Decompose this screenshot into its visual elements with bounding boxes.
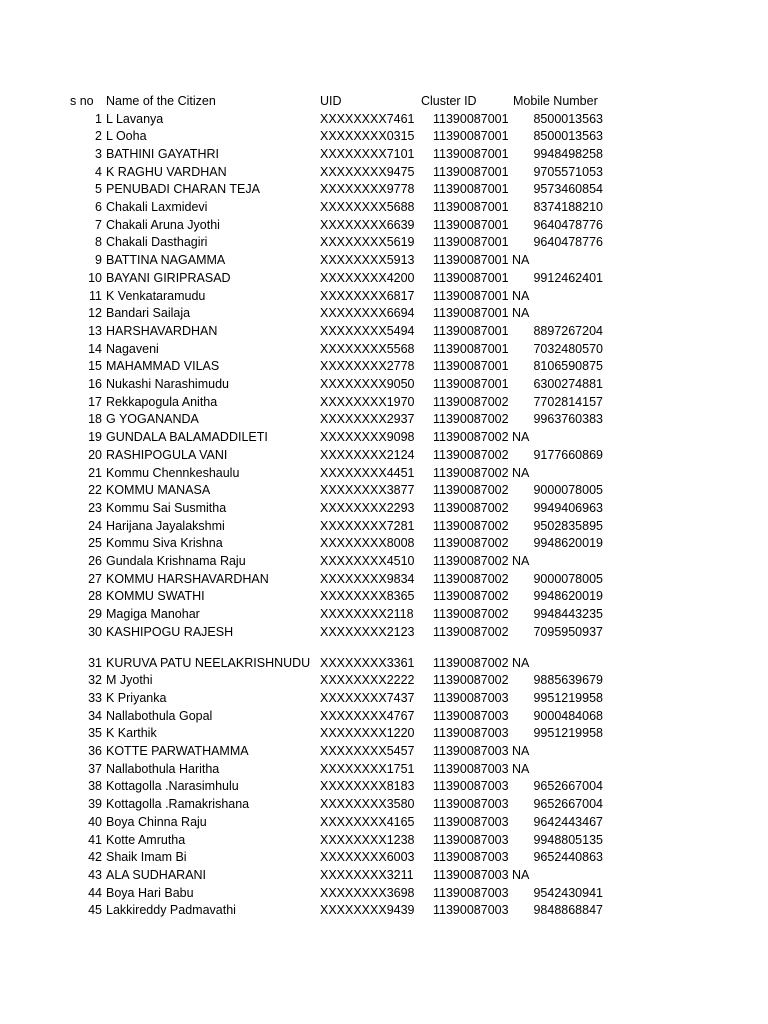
row-cluster-id: 11390087003 [433, 744, 509, 758]
row-mobile: 9885639679 [533, 673, 603, 688]
row-uid: XXXXXXXX3361 [320, 655, 415, 670]
row-name: RASHIPOGULA VANI [106, 447, 228, 462]
row-mobile: 9951219958 [533, 690, 603, 705]
row-uid: XXXXXXXX7461 [320, 111, 415, 126]
row-mobile: 9951219958 [533, 726, 603, 741]
row-cluster-id: 11390087001 [433, 341, 509, 356]
row-cluster-id: 11390087003 [433, 832, 509, 847]
row-cluster-id: 11390087001 [433, 235, 509, 250]
row-mobile: 9000078005 [533, 571, 603, 586]
row-sno: 6 [95, 200, 102, 214]
row-cluster-id: 11390087003 [433, 797, 509, 812]
table-row [0, 164, 768, 182]
table-row [0, 376, 768, 394]
row-sno: 13 [88, 323, 102, 338]
row-uid: XXXXXXXX7101 [320, 146, 415, 161]
row-mobile: 9177660869 [533, 447, 603, 462]
row-mobile: 9573460854 [533, 182, 603, 197]
row-sno: 1 [95, 111, 102, 126]
row-name: M Jyothi [106, 673, 153, 688]
row-uid: XXXXXXXX8183 [320, 779, 415, 794]
table-row [0, 535, 768, 553]
row-cluster-id: 11390087002 [433, 624, 509, 639]
table-row [0, 902, 768, 920]
row-mobile: 9963760383 [533, 412, 603, 427]
row-mobile: 9652667004 [533, 797, 603, 812]
row-uid: XXXXXXXX4451 [320, 465, 415, 480]
row-uid: XXXXXXXX9439 [320, 903, 415, 918]
row-cluster-id: 11390087003 [433, 761, 509, 776]
row-mobile: NA [512, 761, 530, 776]
row-mobile: 8374188210 [533, 200, 603, 214]
row-cluster-id: 11390087002 [433, 500, 509, 515]
row-uid: XXXXXXXX2118 [320, 607, 414, 622]
row-sno: 28 [88, 589, 102, 604]
row-uid: XXXXXXXX8008 [320, 536, 415, 551]
table-row [0, 725, 768, 743]
row-uid: XXXXXXXX8365 [320, 589, 415, 604]
row-name: Gundala Krishnama Raju [106, 554, 246, 568]
header-uid: UID [320, 94, 342, 108]
row-mobile: NA [512, 554, 530, 568]
row-uid: XXXXXXXX4165 [320, 814, 415, 829]
row-uid: XXXXXXXX9834 [320, 571, 415, 586]
row-mobile: NA [512, 867, 530, 882]
row-sno: 29 [88, 607, 102, 622]
row-name: HARSHAVARDHAN [106, 323, 218, 338]
table-row [0, 447, 768, 465]
row-cluster-id: 11390087002 [433, 447, 509, 462]
row-sno: 12 [88, 306, 102, 321]
row-name: Lakkireddy Padmavathi [106, 903, 236, 918]
row-cluster-id: 11390087002 [433, 518, 509, 533]
row-cluster-id: 11390087001 [433, 111, 509, 126]
row-name: Kottagolla .Ramakrishana [106, 797, 250, 812]
table-row [0, 778, 768, 796]
row-mobile: 6300274881 [533, 377, 603, 391]
row-cluster-id: 11390087001 [433, 129, 509, 144]
row-cluster-id: 11390087001 [433, 359, 509, 374]
row-cluster-id: 11390087001 [433, 377, 509, 391]
row-mobile: 9705571053 [533, 164, 603, 179]
table-row [0, 199, 768, 217]
row-cluster-id: 11390087002 [433, 554, 509, 568]
row-mobile: 9000484068 [533, 708, 603, 723]
row-sno: 30 [88, 624, 102, 639]
row-name: Nukashi Narashimudu [106, 377, 229, 391]
table-row [0, 270, 768, 288]
table-row [0, 588, 768, 606]
row-mobile: 9542430941 [533, 885, 603, 900]
row-sno: 20 [88, 447, 102, 462]
table-header [0, 93, 768, 111]
row-uid: XXXXXXXX3211 [320, 867, 414, 882]
table-row [0, 358, 768, 376]
table-row [0, 217, 768, 235]
header-sno: s no [70, 94, 94, 108]
row-name: BATHINI GAYATHRI [106, 146, 219, 161]
row-name: Boya Chinna Raju [106, 814, 207, 829]
row-sno: 2 [95, 129, 102, 144]
row-uid: XXXXXXXX7437 [320, 690, 415, 705]
table-row [0, 234, 768, 252]
table-row [0, 571, 768, 589]
table-row [0, 323, 768, 341]
row-uid: XXXXXXXX6639 [320, 217, 415, 232]
row-sno: 3 [95, 146, 102, 161]
row-mobile: NA [512, 253, 530, 268]
row-name: Nagaveni [106, 341, 159, 356]
row-mobile: NA [512, 744, 530, 758]
table-row [0, 606, 768, 624]
row-cluster-id: 11390087001 [433, 217, 509, 232]
table-row [0, 411, 768, 429]
row-name: PENUBADI CHARAN TEJA [106, 182, 260, 197]
table-row [0, 394, 768, 412]
row-sno: 17 [88, 394, 102, 409]
table-row [0, 341, 768, 359]
row-mobile: 9640478776 [533, 235, 603, 250]
table-row [0, 128, 768, 146]
table-row [0, 288, 768, 306]
table-row [0, 305, 768, 323]
row-mobile: 7095950937 [533, 624, 603, 639]
table-row [0, 814, 768, 832]
row-name: L Lavanya [106, 111, 164, 126]
row-mobile: 9652440863 [533, 850, 603, 865]
row-mobile: 9948620019 [533, 589, 603, 604]
row-name: GUNDALA BALAMADDILETI [106, 430, 268, 445]
row-uid: XXXXXXXX1970 [320, 394, 415, 409]
row-uid: XXXXXXXX5688 [320, 200, 415, 214]
table-row [0, 553, 768, 571]
row-name: Boya Hari Babu [106, 885, 194, 900]
row-mobile: 7702814157 [533, 394, 603, 409]
row-cluster-id: 11390087001 [433, 164, 509, 179]
row-name: K Karthik [106, 726, 157, 741]
row-mobile: 9948498258 [533, 146, 603, 161]
row-uid: XXXXXXXX3698 [320, 885, 415, 900]
row-name: ALA SUDHARANI [106, 867, 207, 882]
row-sno: 42 [88, 850, 102, 865]
header-mobile: Mobile Number [513, 94, 598, 108]
row-sno: 10 [88, 270, 102, 285]
row-name: Kommu Siva Krishna [106, 536, 223, 551]
row-cluster-id: 11390087003 [433, 885, 509, 900]
row-uid: XXXXXXXX9050 [320, 377, 415, 391]
row-mobile: 9948620019 [533, 536, 603, 551]
row-cluster-id: 11390087001 [433, 182, 509, 197]
row-cluster-id: 11390087003 [433, 814, 509, 829]
row-mobile: 9848868847 [533, 903, 603, 918]
row-mobile: 8106590875 [533, 359, 603, 374]
row-sno: 11 [89, 288, 102, 303]
row-sno: 37 [88, 761, 102, 776]
row-mobile: 9642443467 [533, 814, 603, 829]
row-uid: XXXXXXXX2778 [320, 359, 415, 374]
table-row [0, 500, 768, 518]
row-cluster-id: 11390087001 [433, 323, 509, 338]
row-sno: 41 [88, 832, 102, 847]
row-uid: XXXXXXXX3877 [320, 483, 415, 498]
table-row [0, 624, 768, 642]
row-uid: XXXXXXXX2222 [320, 673, 415, 688]
row-name: K Priyanka [106, 690, 167, 705]
row-name: KASHIPOGU RAJESH [106, 624, 234, 639]
row-cluster-id: 11390087002 [433, 655, 509, 670]
row-sno: 31 [88, 655, 102, 670]
table-row [0, 761, 768, 779]
row-name: Bandari Sailaja [106, 306, 191, 321]
row-sno: 22 [88, 483, 102, 498]
table-row [0, 832, 768, 850]
table-row [0, 885, 768, 903]
row-mobile: NA [512, 430, 530, 445]
table-row [0, 655, 768, 673]
row-sno: 34 [88, 708, 102, 723]
table-row [0, 690, 768, 708]
row-sno: 8 [95, 235, 102, 250]
row-cluster-id: 11390087001 [433, 253, 509, 268]
row-name: Kottagolla .Narasimhulu [106, 779, 239, 794]
row-cluster-id: 11390087003 [433, 726, 509, 741]
row-sno: 44 [88, 885, 102, 900]
table-row [0, 708, 768, 726]
row-cluster-id: 11390087002 [433, 536, 509, 551]
table-row [0, 465, 768, 483]
row-sno: 32 [88, 673, 102, 688]
row-name: KURUVA PATU NEELAKRISHNUDU [106, 655, 311, 670]
row-uid: XXXXXXXX2124 [320, 447, 415, 462]
row-sno: 45 [88, 903, 102, 918]
row-sno: 43 [88, 867, 102, 882]
row-sno: 5 [95, 182, 102, 197]
table-row [0, 743, 768, 761]
row-name: KOTTE PARWATHAMMA [106, 744, 249, 758]
row-sno: 15 [88, 359, 102, 374]
row-sno: 36 [88, 744, 102, 758]
row-mobile: NA [512, 655, 530, 670]
row-mobile: NA [512, 465, 530, 480]
table-row [0, 796, 768, 814]
row-mobile: 8500013563 [533, 129, 603, 144]
row-cluster-id: 11390087001 [433, 200, 509, 214]
row-cluster-id: 11390087002 [433, 607, 509, 622]
table-row [0, 518, 768, 536]
row-uid: XXXXXXXX2937 [320, 412, 415, 427]
row-uid: XXXXXXXX1220 [320, 726, 415, 741]
row-mobile: 9948443235 [533, 607, 603, 622]
row-uid: XXXXXXXX4767 [320, 708, 415, 723]
row-uid: XXXXXXXX9475 [320, 164, 415, 179]
row-mobile: 7032480570 [533, 341, 603, 356]
row-sno: 40 [88, 814, 102, 829]
row-cluster-id: 11390087001 [433, 306, 509, 321]
row-uid: XXXXXXXX2123 [320, 624, 415, 639]
header-name: Name of the Citizen [106, 94, 216, 108]
row-uid: XXXXXXXX1238 [320, 832, 415, 847]
row-sno: 26 [88, 554, 102, 568]
row-name: K Venkataramudu [106, 288, 206, 303]
row-uid: XXXXXXXX3580 [320, 797, 415, 812]
row-uid: XXXXXXXX7281 [320, 518, 415, 533]
row-mobile: 9000078005 [533, 483, 603, 498]
row-uid: XXXXXXXX6817 [320, 288, 415, 303]
row-uid: XXXXXXXX5568 [320, 341, 415, 356]
row-name: KOMMU SWATHI [106, 589, 205, 604]
row-cluster-id: 11390087002 [433, 589, 509, 604]
row-uid: XXXXXXXX4510 [320, 554, 415, 568]
row-sno: 35 [88, 726, 102, 741]
header-cluster-id: Cluster ID [421, 94, 477, 108]
row-cluster-id: 11390087002 [433, 673, 509, 688]
table-row [0, 867, 768, 885]
row-sno: 14 [88, 341, 102, 356]
row-sno: 24 [88, 518, 102, 533]
row-mobile: 9912462401 [533, 270, 603, 285]
row-sno: 18 [88, 412, 102, 427]
row-uid: XXXXXXXX9778 [320, 182, 415, 197]
row-name: BAYANI GIRIPRASAD [106, 270, 231, 285]
row-uid: XXXXXXXX0315 [320, 129, 415, 144]
row-name: G YOGANANDA [106, 412, 199, 427]
row-cluster-id: 11390087002 [433, 430, 509, 445]
table-row [0, 482, 768, 500]
row-mobile: 8500013563 [533, 111, 603, 126]
row-sno: 16 [88, 377, 102, 391]
table-row [0, 252, 768, 270]
row-name: KOMMU HARSHAVARDHAN [106, 571, 269, 586]
row-uid: XXXXXXXX5494 [320, 323, 415, 338]
row-sno: 23 [88, 500, 102, 515]
row-mobile: 9949406963 [533, 500, 603, 515]
row-name: BATTINA NAGAMMA [106, 253, 226, 268]
row-name: Kotte Amrutha [106, 832, 186, 847]
row-name: Magiga Manohar [106, 607, 200, 622]
row-name: Chakali Dasthagiri [106, 235, 208, 250]
row-cluster-id: 11390087003 [433, 690, 509, 705]
row-name: L Ooha [106, 129, 147, 144]
row-name: Chakali Aruna Jyothi [106, 217, 220, 232]
row-mobile: 9502835895 [533, 518, 603, 533]
row-name: K RAGHU VARDHAN [106, 164, 227, 179]
row-cluster-id: 11390087003 [433, 779, 509, 794]
row-name: Harijana Jayalakshmi [106, 518, 225, 533]
row-cluster-id: 11390087001 [433, 288, 509, 303]
row-name: Nallabothula Haritha [106, 761, 220, 776]
row-mobile: 9652667004 [533, 779, 603, 794]
table-row [0, 181, 768, 199]
row-sno: 39 [88, 797, 102, 812]
row-mobile: 8897267204 [533, 323, 603, 338]
row-cluster-id: 11390087002 [433, 465, 509, 480]
row-name: MAHAMMAD VILAS [106, 359, 220, 374]
row-uid: XXXXXXXX5457 [320, 744, 415, 758]
row-name: Rekkapogula Anitha [106, 394, 218, 409]
row-cluster-id: 11390087003 [433, 903, 509, 918]
row-name: Kommu Sai Susmitha [106, 500, 227, 515]
row-cluster-id: 11390087001 [433, 146, 509, 161]
table-row [0, 672, 768, 690]
row-name: KOMMU MANASA [106, 483, 211, 498]
row-name: Chakali Laxmidevi [106, 200, 208, 214]
row-mobile: NA [512, 306, 530, 321]
row-sno: 33 [88, 690, 102, 705]
row-sno: 21 [88, 465, 102, 480]
table-row [0, 429, 768, 447]
row-sno: 19 [88, 430, 102, 445]
row-mobile: 9640478776 [533, 217, 603, 232]
row-sno: 25 [88, 536, 102, 551]
row-sno: 4 [95, 164, 102, 179]
row-name: Kommu Chennkeshaulu [106, 465, 240, 480]
row-sno: 38 [88, 779, 102, 794]
row-sno: 27 [88, 571, 102, 586]
row-cluster-id: 11390087002 [433, 412, 509, 427]
row-mobile: NA [512, 288, 530, 303]
row-mobile: 9948805135 [533, 832, 603, 847]
row-cluster-id: 11390087002 [433, 483, 509, 498]
row-name: Shaik Imam Bi [106, 850, 187, 865]
row-uid: XXXXXXXX5913 [320, 253, 415, 268]
row-uid: XXXXXXXX1751 [320, 761, 415, 776]
row-sno: 7 [95, 217, 102, 232]
row-cluster-id: 11390087002 [433, 571, 509, 586]
row-uid: XXXXXXXX9098 [320, 430, 415, 445]
row-uid: XXXXXXXX6003 [320, 850, 415, 865]
table-row [0, 111, 768, 129]
row-uid: XXXXXXXX6694 [320, 306, 415, 321]
row-cluster-id: 11390087001 [433, 270, 509, 285]
row-name: Nallabothula Gopal [106, 708, 213, 723]
row-uid: XXXXXXXX4200 [320, 270, 415, 285]
table-row [0, 849, 768, 867]
row-uid: XXXXXXXX2293 [320, 500, 415, 515]
row-cluster-id: 11390087002 [433, 394, 509, 409]
row-cluster-id: 11390087003 [433, 850, 509, 865]
row-cluster-id: 11390087003 [433, 708, 509, 723]
table-row [0, 146, 768, 164]
row-cluster-id: 11390087003 [433, 867, 509, 882]
row-uid: XXXXXXXX5619 [320, 235, 415, 250]
row-sno: 9 [95, 253, 102, 268]
